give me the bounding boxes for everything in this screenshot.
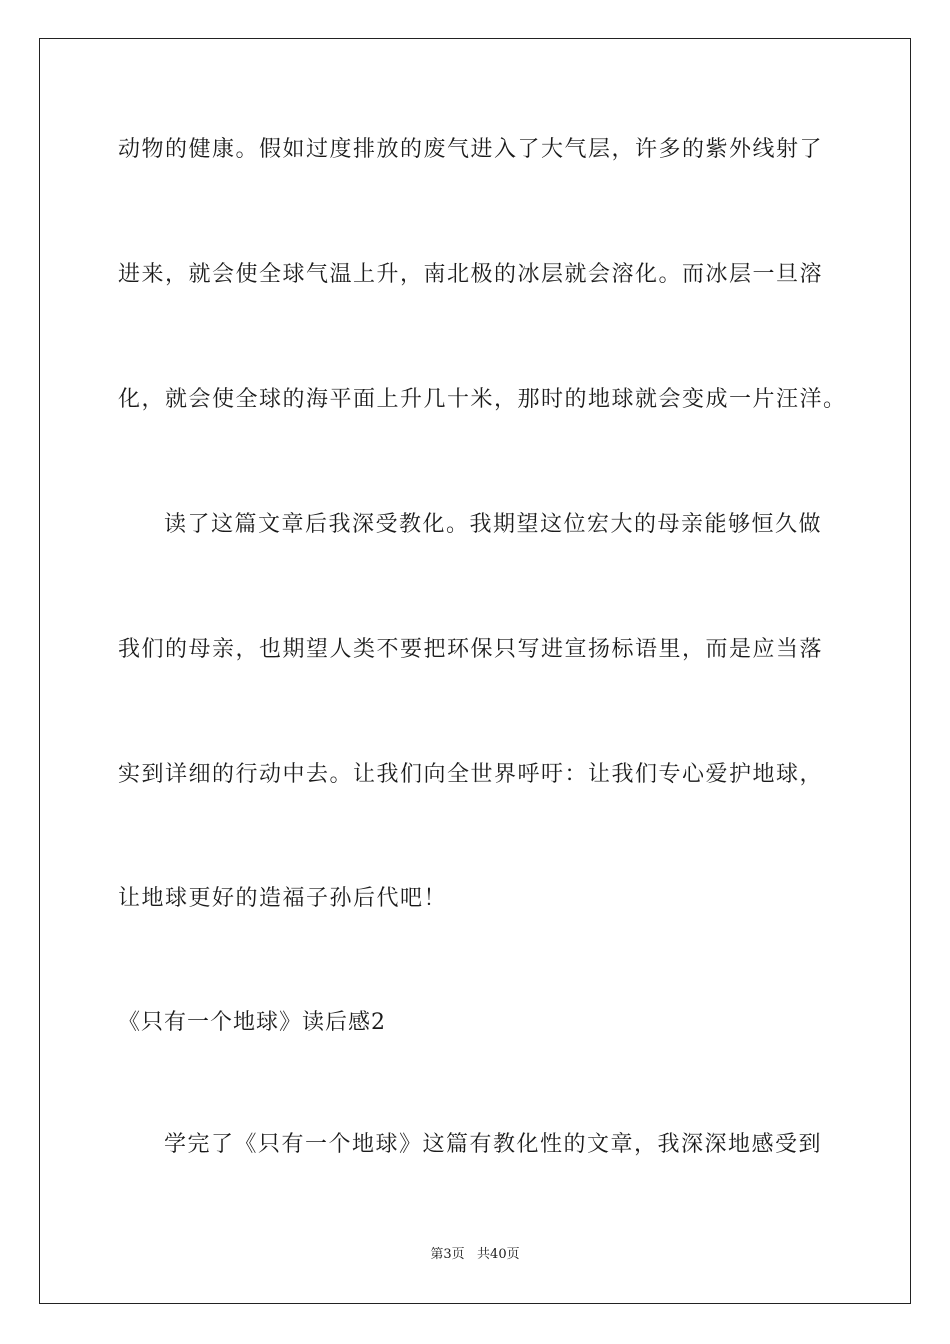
section-title: 《只有一个地球》读后感2 xyxy=(118,1010,386,1035)
page-number: 第3页 共40页 xyxy=(430,1247,520,1262)
page-border xyxy=(39,38,911,1304)
text-line-7: 让地球更好的造福子孙后代吧！ xyxy=(118,886,448,911)
text-line-3: 化，就会使全球的海平面上升几十米，那时的地球就会变成一片汪洋。 xyxy=(118,387,847,412)
text-line-2: 进来，就会使全球气温上升，南北极的冰层就会溶化。而冰层一旦溶 xyxy=(118,262,824,287)
text-line-6: 实到详细的行动中去。让我们向全世界呼吁：让我们专心爱护地球， xyxy=(118,762,824,787)
text-line-4: 读了这篇文章后我深受教化。我期望这位宏大的母亲能够恒久做 xyxy=(164,512,823,537)
text-line-5: 我们的母亲，也期望人类不要把环保只写进宣扬标语里，而是应当落 xyxy=(118,637,824,662)
text-line-8: 学完了《只有一个地球》这篇有教化性的文章，我深深地感受到 xyxy=(164,1132,823,1157)
text-line-1: 动物的健康。假如过度排放的废气进入了大气层，许多的紫外线射了 xyxy=(118,137,824,162)
